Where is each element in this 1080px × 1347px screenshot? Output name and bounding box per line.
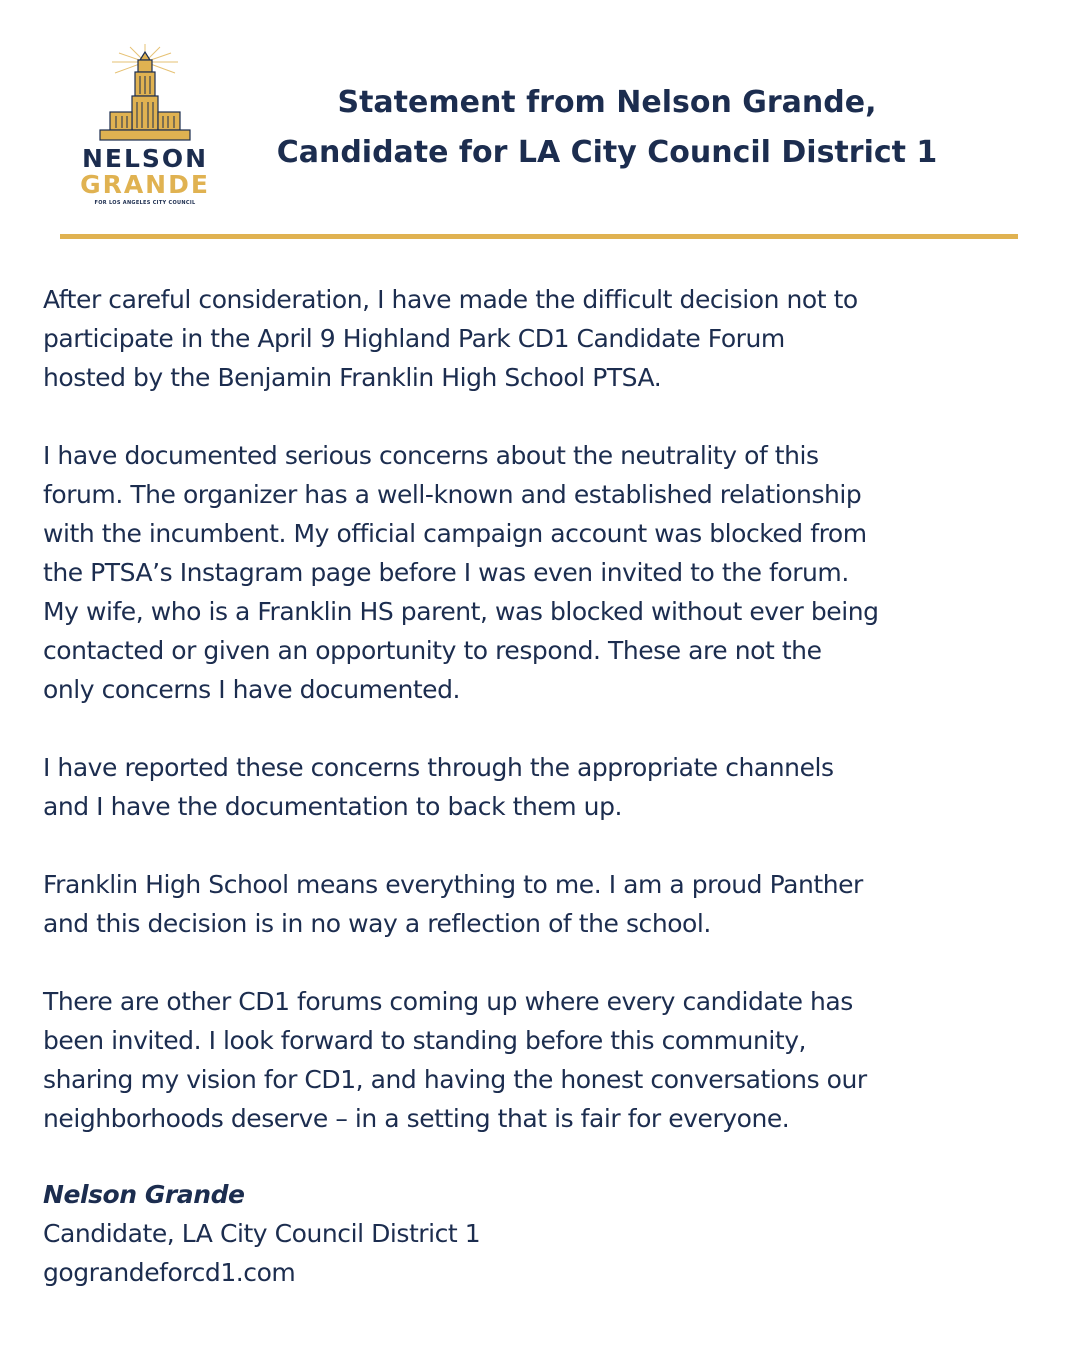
signature-title: Candidate, LA City Council District 1 (43, 1219, 481, 1248)
paragraph: There are other CD1 forums coming up where every candidate has been invited. I look forward to standing before this community, sharing my vision for CD1, and having the honest conversations our neighborhoods deserve – in a setting that is fair for everyone. (43, 987, 867, 1133)
logo-first-name: NELSON (81, 144, 209, 173)
signature-block (43, 1175, 480, 1292)
logo-tagline: FOR LOS ANGELES CITY COUNCIL (94, 200, 196, 206)
paragraph: Franklin High School means everything to me. I am a proud Panther and this decision is in no way a reflection of the school. (43, 870, 863, 938)
logo-last-name: GRANDE (80, 170, 210, 199)
city-hall-icon (70, 40, 220, 144)
paragraph: I have documented serious concerns about the neutrality of this forum. The organizer has a well-known and established relationship with the incumbent. My official campaign account was blocked from the PTSA’s Instagram page before I was even invited to the forum. My wife, who is a Franklin HS parent, was blocked without ever being contacted or given an opportunity to respond. These are not the only concerns I have documented. (43, 441, 879, 704)
statement-body (43, 280, 1053, 1177)
title-line-1: Statement from Nelson Grande, (337, 85, 877, 120)
paragraph: After careful consideration, I have made the difficult decision not to participate in the April 9 Highland Park CD1 Candidate Forum hosted by the Benjamin Franklin High School PTSA. (43, 285, 858, 392)
gold-divider (60, 234, 1018, 239)
statement-title (262, 78, 952, 178)
campaign-logo (70, 40, 220, 210)
signature-name: Nelson Grande (43, 1180, 245, 1209)
paragraph: I have reported these concerns through the appropriate channels and I have the documentation to back them up. (43, 753, 834, 821)
campaign-website: gograndeforcd1.com (43, 1258, 296, 1287)
title-line-2: Candidate for LA City Council District 1 (276, 135, 938, 170)
